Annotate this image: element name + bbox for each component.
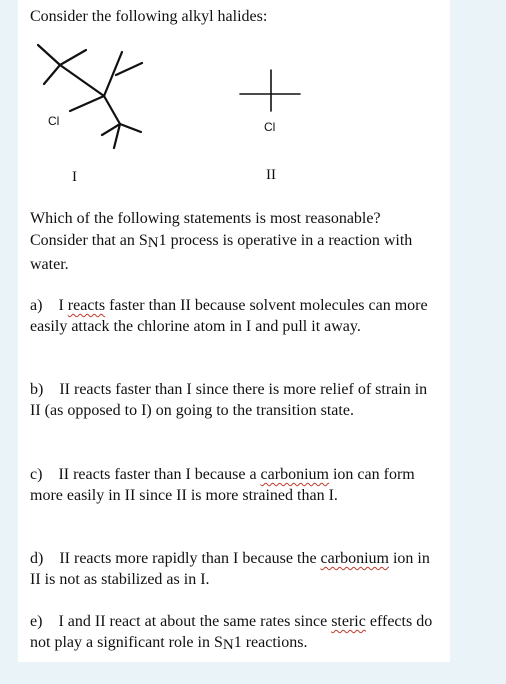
question-line-1: Which of the following statements is most reasonable? — [30, 210, 381, 227]
structure-label-i: I — [72, 169, 77, 185]
question-line-2: Consider that an SN1 process is operative in a reaction with water. — [30, 232, 413, 273]
option-b[interactable]: b) II reacts faster than I since there is more relief of strain in II (as opposed to I) on going to the transition state. — [30, 381, 428, 419]
option-c[interactable]: c) II reacts faster than I because a carbonium ion can form more easily in II since II is more strained than I. — [30, 466, 415, 504]
intro-text: Consider the following alkyl halides: — [30, 8, 268, 25]
chlorine-label-ii: Cl — [264, 120, 276, 134]
chlorine-label-i: Cl — [48, 114, 60, 128]
alkyl-halide-structure-ii — [18, 0, 450, 200]
option-d[interactable]: d) II reacts more rapidly than I because the carbonium ion in II is not as stabilized as in I. — [30, 550, 430, 588]
structure-label-ii: II — [266, 167, 276, 183]
option-a[interactable]: a) I reacts faster than II because solvent molecules can more easily attack the chlorine atom in I and pull it away. — [30, 297, 428, 335]
question-card — [18, 0, 450, 662]
option-e[interactable]: e) I and II react at about the same rates since steric effects do not play a significant role in SN1 reactions. — [30, 613, 433, 653]
